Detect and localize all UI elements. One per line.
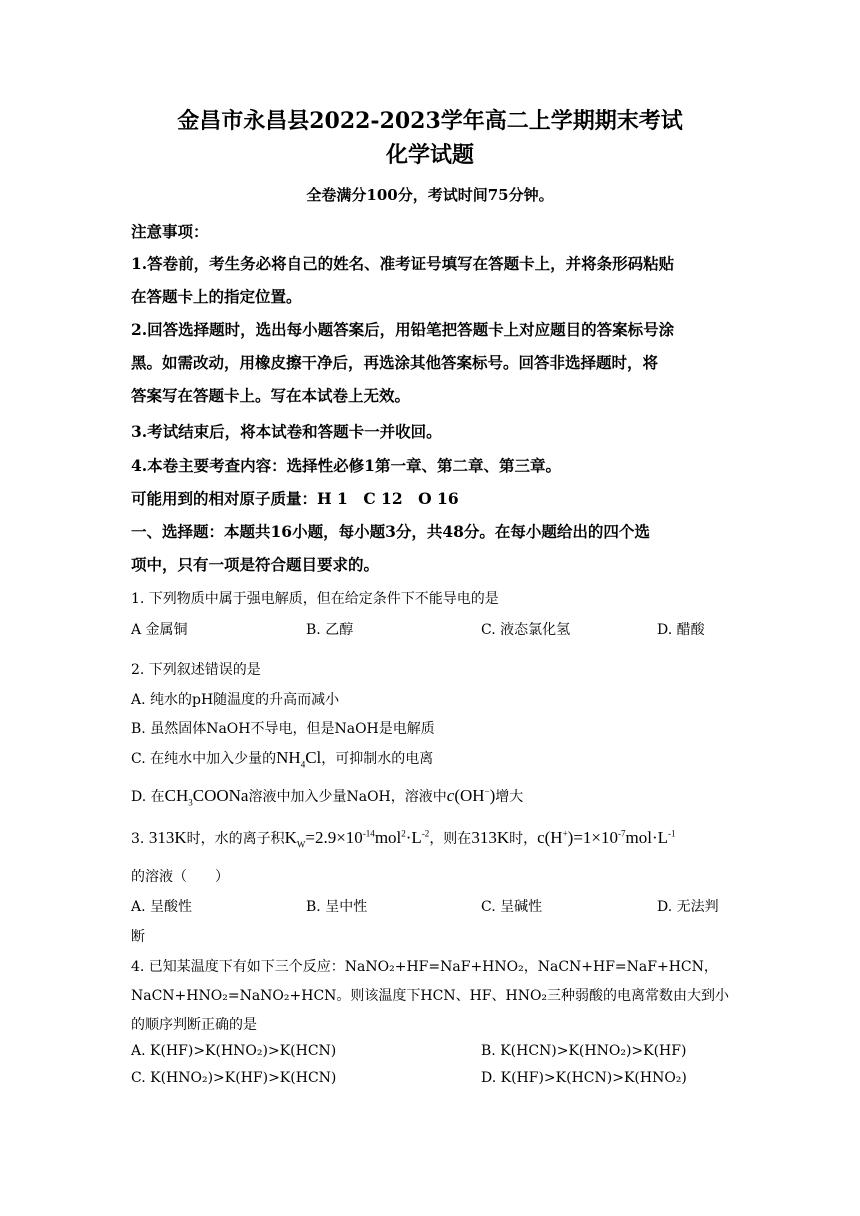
q1-stem: 1. 下列物质中属于强电解质，但在给定条件下不能导电的是: [131, 591, 499, 607]
q3-text-3: 时，: [509, 831, 538, 847]
q1-option-a: A 金属铜: [131, 622, 188, 638]
q4-option-d: D. K(HF)>K(HCN)>K(HNO₂): [481, 1070, 687, 1086]
q3-temperature-1: 313K: [148, 828, 187, 847]
q2-option-d: [131, 786, 523, 807]
q4-option-a: A. K(HF)>K(HNO₂)>K(HCN): [131, 1043, 337, 1059]
q3-option-d: D. 无法判: [657, 899, 719, 915]
ammonium-chloride-formula: $NH_4Cl$: [276, 748, 322, 770]
q2-stem: 2. 下列叙述错误的是: [131, 662, 261, 678]
note-1-line-2: 在答题卡上的指定位置。: [131, 287, 302, 306]
note-2-line-3: 答案写在答题卡上。写在本试卷上无效。: [131, 386, 411, 405]
q2-option-d-middle: 溶液中加入少量NaOH，溶液中: [248, 789, 447, 805]
exam-subject-title: 化学试题: [385, 142, 474, 168]
q3-text-1: 时，水的离子积: [186, 831, 285, 847]
hydroxide-concentration-formula: c(OH−): [446, 786, 496, 805]
q2-option-b: B. 虽然固体NaOH不导电，但是NaOH是电解质: [131, 721, 435, 737]
note-4: 4.本卷主要考查内容：选择性必修1第一章、第二章、第三章。: [131, 456, 561, 475]
q1-option-d: D. 醋酸: [657, 622, 705, 638]
q3-text-2: ，则在: [429, 831, 472, 847]
sodium-acetate-formula: $CH_3COONa$: [164, 786, 249, 808]
q1-option-c: C. 液态氯化氢: [481, 622, 571, 638]
note-3: 3.考试结束后，将本试卷和答题卡一并收回。: [131, 422, 442, 441]
q2-option-a: A. 纯水的pH随温度的升高而减小: [131, 692, 340, 708]
note-2-line-2: 黑。如需改动，用橡皮擦干净后，再选涂其他答案标号。回答非选择题时，将: [131, 353, 659, 372]
q1-option-b: B. 乙醇: [306, 622, 354, 638]
q3-option-d-continued: 断: [131, 929, 145, 945]
q3-number: 3.: [131, 831, 149, 847]
q3-temperature-2: 313K: [471, 828, 510, 847]
note-1-line-1: 1.答卷前，考生务必将自己的姓名、准考证号填写在答题卡上，并将条形码粘贴: [131, 254, 675, 273]
q3-option-c: C. 呈碱性: [481, 899, 543, 915]
water-ion-product-formula: $K_W=2.9\times 10^{-14}mol^2\cdot L^{-2}$: [284, 828, 430, 850]
q2-option-d-suffix: 增大: [495, 789, 524, 805]
note-2-line-1: 2.回答选择题时，选出每小题答案后，用铅笔把答题卡上对应题目的答案标号涂: [131, 320, 675, 339]
q4-option-c: C. K(HNO₂)>K(HF)>K(HCN): [131, 1070, 337, 1086]
q3-option-a: A. 呈酸性: [131, 899, 193, 915]
q2-option-c-suffix: ，可抑制水的电离: [321, 751, 434, 767]
section-1-line-1: 一、选择题：本题共16小题，每小题3分，共48分。在每小题给出的四个选: [131, 522, 650, 541]
exam-title: 金昌市永昌县2022-2023学年高二上学期期末考试: [177, 108, 683, 134]
exam-duration: 全卷满分100分，考试时间75分钟。: [306, 186, 554, 204]
q3-stem-line-2: 的溶液（ ）: [131, 869, 229, 885]
q4-stem-line-3: 的顺序判断正确的是: [131, 1017, 257, 1033]
q2-option-d-prefix: D. 在: [131, 789, 165, 805]
q4-stem-line-2: NaCN+HNO₂=NaNO₂+HCN。则该温度下HCN、HF、HNO₂三种弱酸的电离常数由大到小: [131, 988, 730, 1004]
q2-option-c: [131, 748, 433, 769]
atomic-mass-note: 可能用到的相对原子质量：H 1 C 12 O 16: [131, 489, 459, 508]
q4-stem-line-1: 4. 已知某温度下有如下三个反应：NaNO₂+HF=NaF+HNO₂，NaCN+HF=NaF+HCN，: [131, 959, 718, 975]
q2-option-c-prefix: C. 在纯水中加入少量的: [131, 751, 277, 767]
section-1-line-2: 项中，只有一项是符合题目要求的。: [131, 555, 380, 574]
q3-stem-line-1: [131, 828, 676, 849]
q3-option-b: B. 呈中性: [306, 899, 368, 915]
q4-option-b: B. K(HCN)>K(HNO₂)>K(HF): [481, 1043, 687, 1059]
hydrogen-ion-concentration-formula: $c(H^+)=1\times 10^{-7}mol\cdot L^{-1}$: [537, 828, 676, 847]
notes-heading: 注意事项：: [131, 222, 209, 241]
